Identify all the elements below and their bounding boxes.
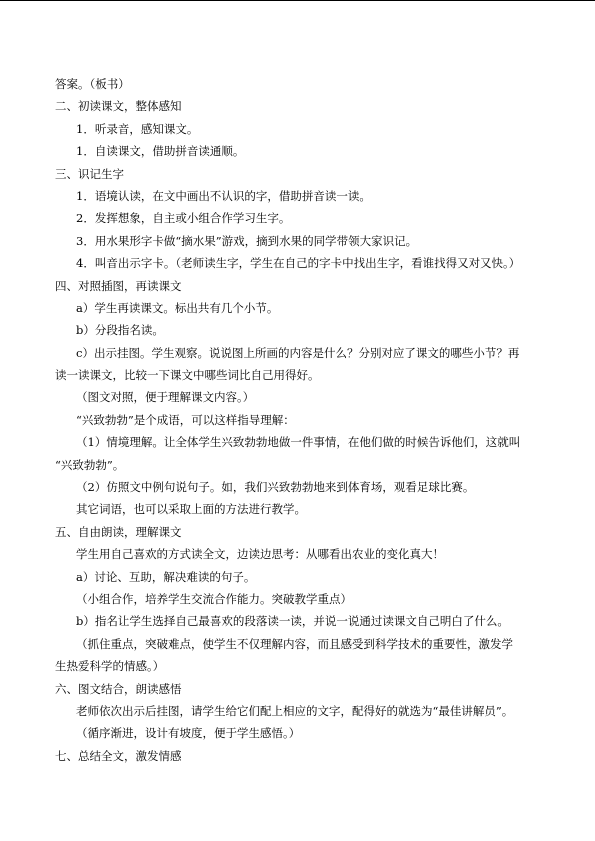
paragraph-line-indented: 2．发挥想象，自主或小组合作学习生字。 <box>76 211 291 226</box>
paragraph-line: “兴致勃勃”。 <box>55 457 125 472</box>
paragraph-line-indented: c）出示挂图。学生观察。说说图上所画的内容是什么？分别对应了课文的哪些小节？再 <box>76 345 520 360</box>
paragraph-line-indented: 3．用水果形字卡做“摘水果”游戏，摘到水果的同学带领大家识记。 <box>76 233 418 248</box>
paragraph-line-indented: 1．自读课文，借助拼音读通顺。 <box>76 144 245 159</box>
paragraph-line-indented: 老师依次出示后挂图，请学生给它们配上相应的文字，配得好的就选为“最佳讲解员”。 <box>76 703 514 718</box>
paragraph-line: 五、自由朗读，理解课文 <box>55 524 182 539</box>
paragraph-line-indented: b）分段指名读。 <box>76 323 164 338</box>
paragraph-line-indented: a）学生再读课文。标出共有几个小节。 <box>76 300 279 315</box>
paragraph-line: 六、图文结合，朗读感悟 <box>55 681 182 696</box>
paragraph-line-indented: a）讨论、互助，解决难读的句子。 <box>76 569 256 584</box>
paragraph-line: 七、总结全文，激发情感 <box>55 748 182 763</box>
paragraph-line: 四、对照插图，再读课文 <box>55 278 182 293</box>
paragraph-line-indented: 学生用自己喜欢的方式读全文，边读边思考：从哪看出农业的变化真大！ <box>76 547 444 562</box>
paragraph-line: 三、识记生字 <box>55 166 124 181</box>
paragraph-line: 读一读课文，比较一下课文中哪些词比自己用得好。 <box>55 368 320 383</box>
paragraph-line: 二、初读课文，整体感知 <box>55 99 182 114</box>
page-top-rule <box>0 0 595 1</box>
paragraph-line-indented: （1）情境理解。让全体学生兴致勃勃地做一件事情，在他们做的时候告诉他们，这就叫 <box>76 435 521 450</box>
paragraph-line: 答案。（板书） <box>55 77 130 91</box>
paragraph-line: 生热爱科学的情感。） <box>55 659 165 674</box>
paragraph-line-indented: （循序渐进，设计有坡度，便于学生感悟。） <box>76 726 301 741</box>
paragraph-line-indented: （图文对照，便于理解课文内容。） <box>76 390 255 405</box>
paragraph-line-indented: （小组合作，培养学生交流合作能力。突破教学重点） <box>76 591 352 606</box>
paragraph-line-indented: 4．叫音出示字卡。（老师读生字，学生在自己的字卡中找出生字，看谁找得又对又快。） <box>76 256 521 271</box>
paragraph-line-indented: 1．语境认读，在文中画出不认识的字，借助拼音读一读。 <box>76 188 371 203</box>
paragraph-line-indented: 其它词语，也可以采取上面的方法进行教学。 <box>76 502 306 517</box>
paragraph-line-indented: “兴致勃勃”是个成语，可以这样指导理解： <box>76 412 295 427</box>
paragraph-line-indented: 1．听录音，感知课文。 <box>76 121 199 136</box>
paragraph-line-indented: （抓住重点，突破难点，使学生不仅理解内容，而且感受到科学技术的重要性，激发学 <box>76 636 513 651</box>
paragraph-line-indented: b）指名让学生选择自己最喜欢的段落读一读，并说一说通过读课文自己明白了什么。 <box>76 614 509 629</box>
paragraph-line-indented: （2）仿照文中例句说句子。如，我们兴致勃勃地来到体育场，观看足球比赛。 <box>76 480 475 495</box>
document-body <box>55 73 541 767</box>
